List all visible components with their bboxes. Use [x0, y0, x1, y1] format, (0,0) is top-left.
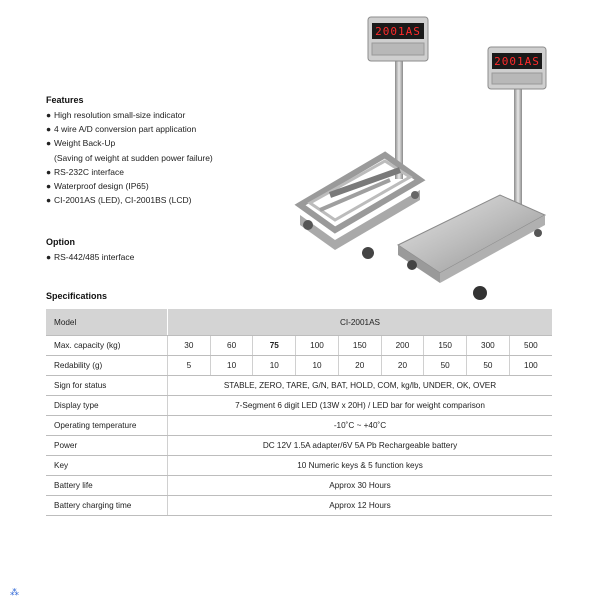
list-item: (Saving of weight at sudden power failure) — [54, 152, 213, 163]
readability-cell: 10 — [210, 356, 253, 376]
row-label: Model — [46, 309, 168, 336]
row-label: Max. capacity (kg) — [46, 336, 168, 356]
row-value: 10 Numeric keys & 5 function keys — [168, 456, 553, 476]
table-row — [46, 376, 552, 396]
row-value: STABLE, ZERO, TARE, G/N, BAT, HOLD, COM, kg/lb, UNDER, OK, OVER — [168, 376, 553, 396]
list-item: ● RS-442/485 interface — [46, 252, 135, 262]
option-title: Option — [46, 237, 75, 247]
readability-cell: 10 — [296, 356, 339, 376]
row-label: Operating temperature — [46, 416, 168, 436]
readability-cell: 10 — [253, 356, 296, 376]
table-row — [46, 416, 552, 436]
readability-cell: 20 — [338, 356, 381, 376]
list-item: ● Weight Back-Up — [46, 138, 116, 149]
capacity-cell: 75 — [253, 336, 296, 356]
row-value: Approx 30 Hours — [168, 476, 553, 496]
table-row — [46, 496, 552, 516]
corner-mark-icon: ⁂ — [10, 587, 19, 597]
specifications-table — [46, 309, 552, 516]
scale-right — [398, 47, 546, 300]
readability-cell: 20 — [381, 356, 424, 376]
row-label: Battery charging time — [46, 496, 168, 516]
table-row — [46, 436, 552, 456]
row-label: Power — [46, 436, 168, 456]
readability-cell: 50 — [467, 356, 510, 376]
features-title: Features — [46, 95, 84, 105]
led-readout-right: 2001AS — [494, 55, 540, 68]
row-label: Sign for status — [46, 376, 168, 396]
capacity-cell: 150 — [338, 336, 381, 356]
table-row — [46, 456, 552, 476]
scale-left — [300, 17, 428, 259]
specifications-title: Specifications — [46, 291, 108, 301]
list-item: ● CI-2001AS (LED), CI-2001BS (LCD) — [46, 195, 192, 206]
list-item: ● 4 wire A/D conversion part application — [46, 124, 197, 135]
list-item: ● High resolution small-size indicator — [46, 110, 186, 120]
row-label: Redability (g) — [46, 356, 168, 376]
row-label: Display type — [46, 396, 168, 416]
row-value: Approx 12 Hours — [168, 496, 553, 516]
row-value: -10˚C ~ +40˚C — [168, 416, 553, 436]
scale-illustration — [290, 15, 600, 305]
table-row — [46, 309, 552, 336]
table-row — [46, 476, 552, 496]
features-list — [46, 108, 213, 207]
capacity-cell: 150 — [424, 336, 467, 356]
capacity-cell: 60 — [210, 336, 253, 356]
option-list — [46, 250, 134, 264]
table-row — [46, 356, 552, 376]
capacity-cell: 100 — [296, 336, 339, 356]
capacity-cell: 30 — [168, 336, 211, 356]
capacity-cell: 300 — [467, 336, 510, 356]
capacity-cell: 500 — [509, 336, 552, 356]
readability-cell: 100 — [509, 356, 552, 376]
readability-cell: 5 — [168, 356, 211, 376]
row-label: Key — [46, 456, 168, 476]
row-value: 7-Segment 6 digit LED (13W x 20H) / LED bar for weight comparison — [168, 396, 553, 416]
list-item: ● RS-232C interface — [46, 166, 124, 177]
capacity-cell: 200 — [381, 336, 424, 356]
table-row — [46, 396, 552, 416]
row-value: DC 12V 1.5A adapter/6V 5A Pb Rechargeable battery — [168, 436, 553, 456]
table-row — [46, 336, 552, 356]
list-item: ● Waterproof design (IP65) — [46, 181, 149, 192]
model-value: CI-2001AS — [168, 309, 553, 336]
led-readout-left: 2001AS — [375, 25, 421, 38]
row-label: Battery life — [46, 476, 168, 496]
readability-cell: 50 — [424, 356, 467, 376]
